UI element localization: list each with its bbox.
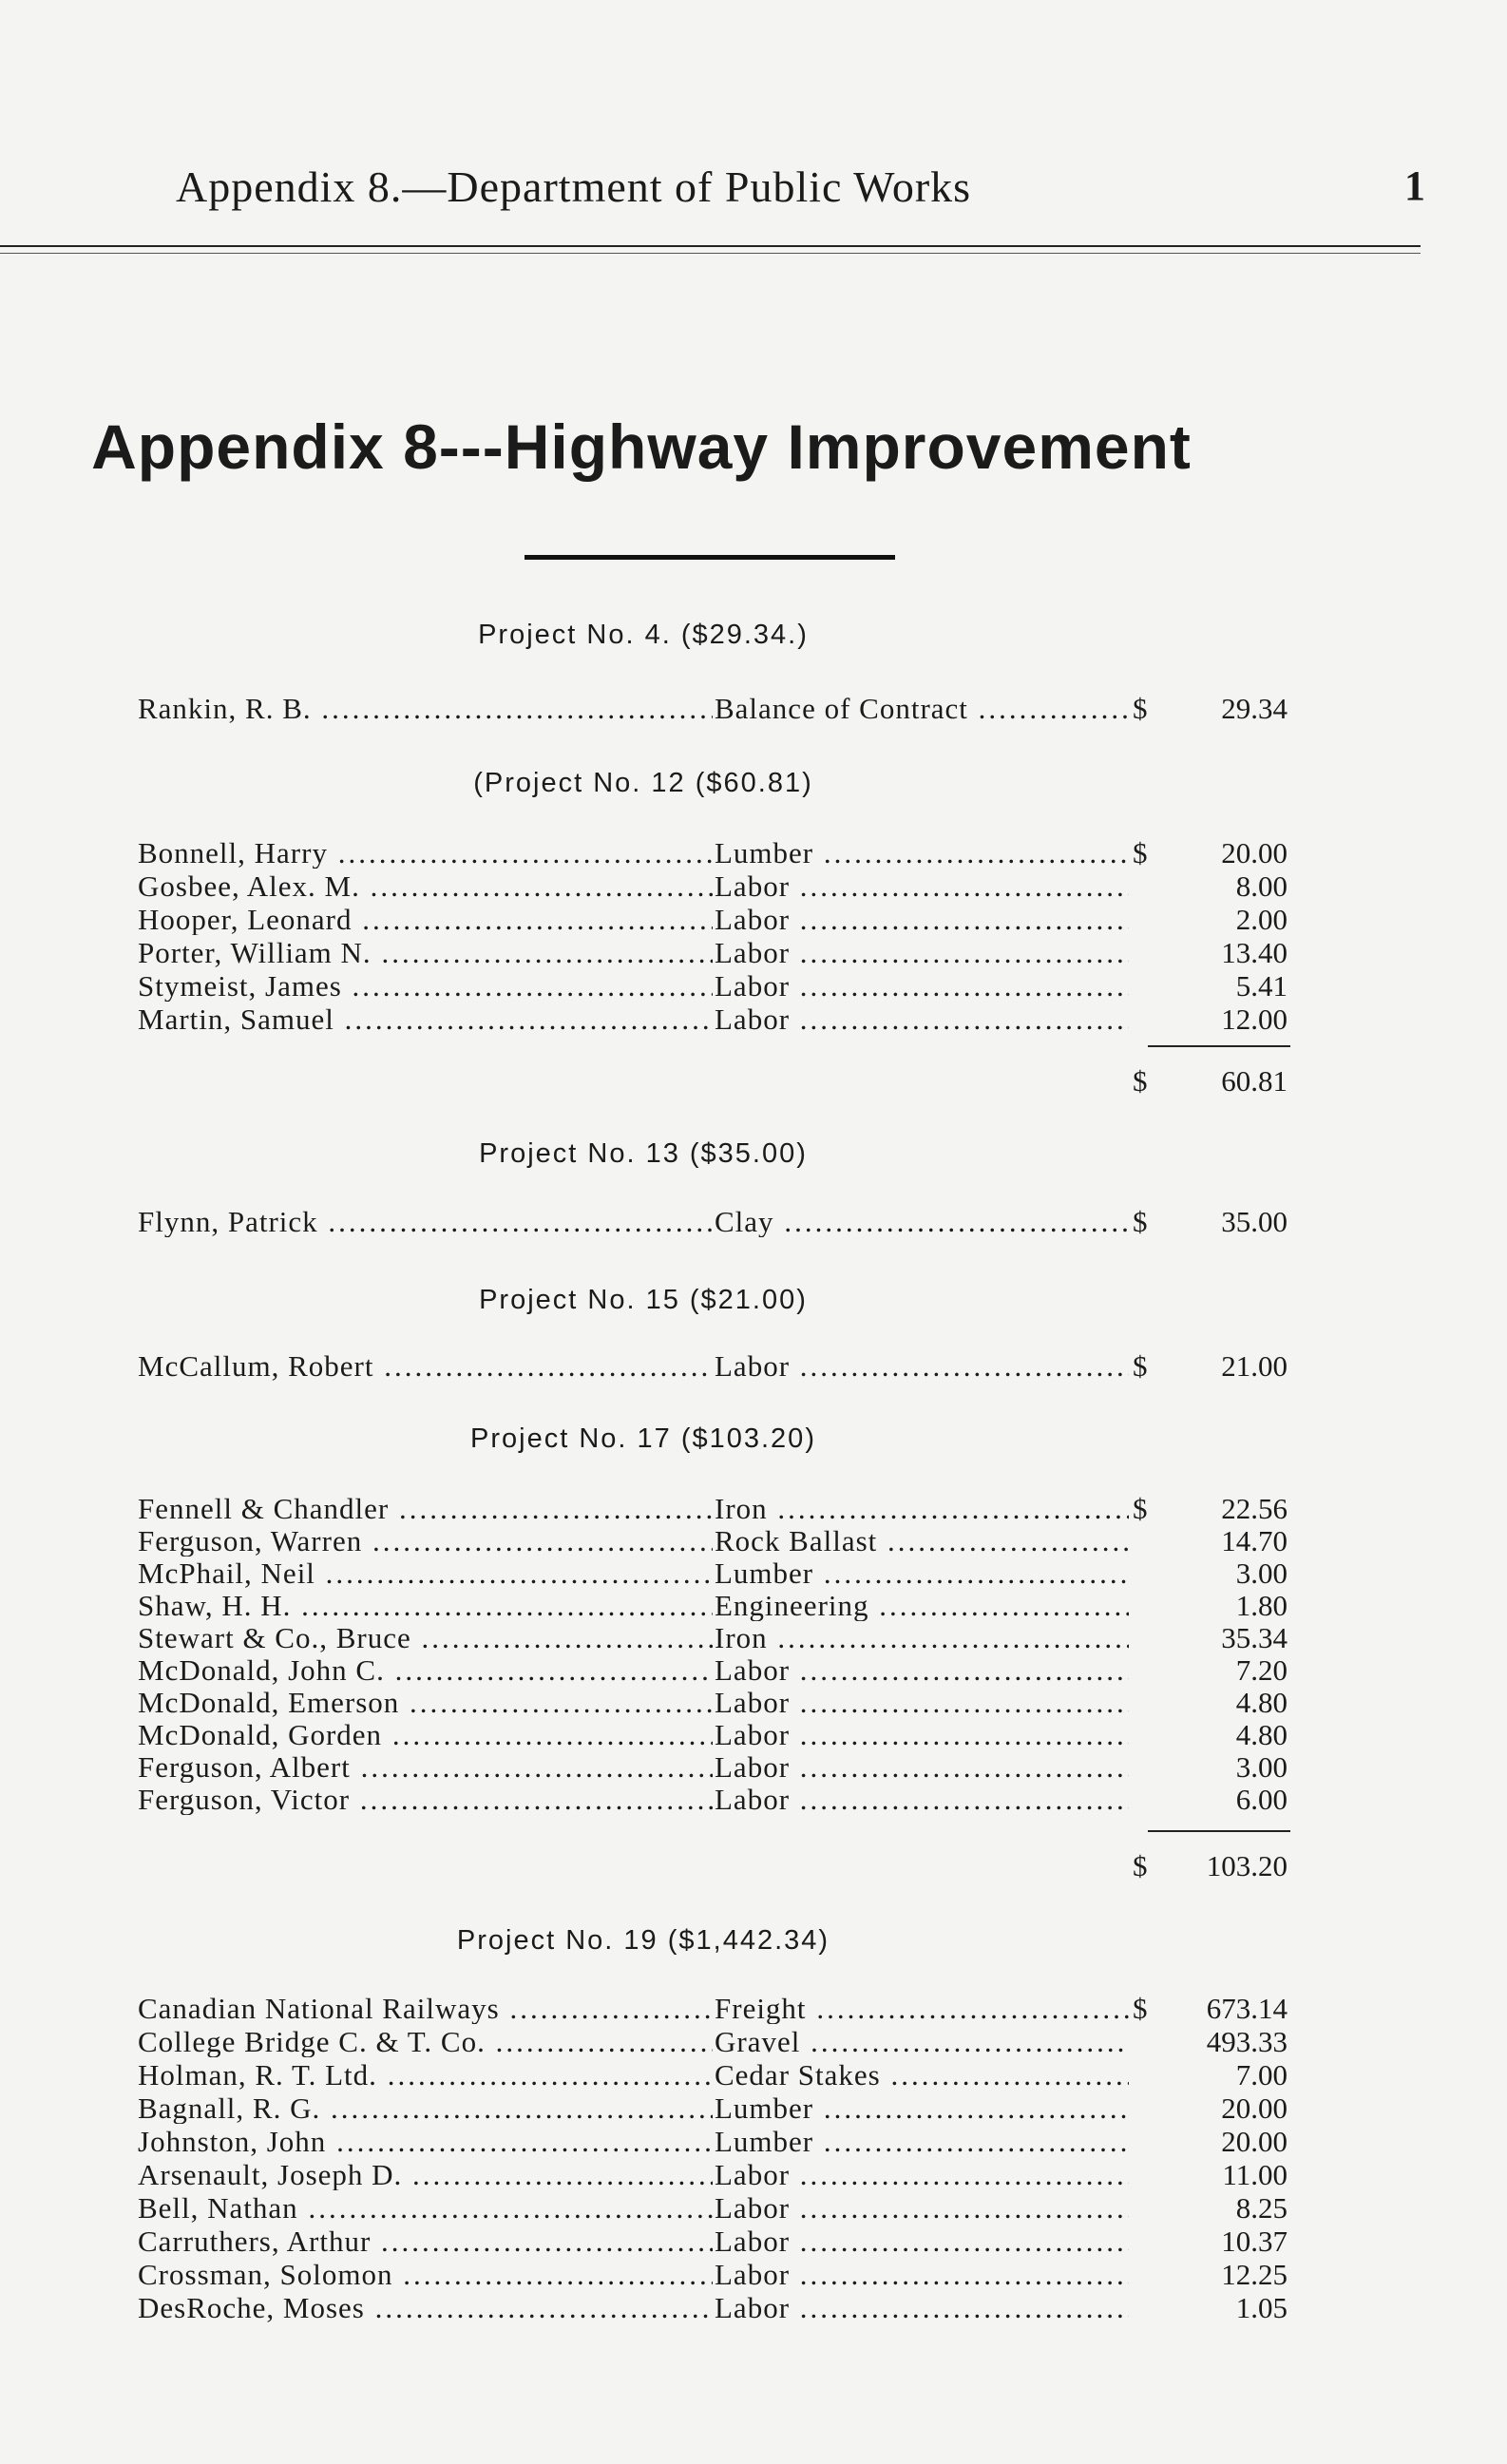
amount: 3.00 <box>1235 1750 1288 1784</box>
payee-name: McCallum, Robert ..... <box>138 1349 713 1382</box>
item-description: Labor ..... <box>715 1653 1129 1686</box>
page-number: 1 <box>1404 162 1425 209</box>
ledger-row <box>0 1783 1507 1815</box>
payee-name: McDonald, Gorden ..... <box>138 1718 713 1750</box>
payee-name: Ferguson, Victor ..... <box>138 1783 713 1815</box>
payee-name: Rankin, R. B. ..... <box>138 692 713 724</box>
item-description: Lumber ..... <box>715 1557 1129 1589</box>
payee-name: Stymeist, James ..... <box>138 969 713 1002</box>
ledger-row <box>0 1686 1507 1718</box>
header-rule-thin <box>0 253 1421 254</box>
amount: 2.00 <box>1235 903 1288 936</box>
header-rule <box>0 245 1421 247</box>
amount: 12.00 <box>1221 1003 1288 1036</box>
project-heading: (Project No. 12 ($60.81) <box>473 768 813 798</box>
running-title: Appendix 8.—Department of Public Works <box>176 162 972 211</box>
ledger-row <box>0 903 1507 935</box>
dollar-sign: $ <box>1133 1849 1148 1882</box>
payee-name: Canadian National Railways ..... <box>138 1992 713 2024</box>
payee-name: Bonnell, Harry ..... <box>138 836 713 869</box>
amount: 1.80 <box>1235 1589 1288 1622</box>
dollar-sign: $ <box>1133 1992 1148 2025</box>
payee-name: Bell, Nathan ..... <box>138 2191 713 2224</box>
project-total <box>0 1064 1507 1097</box>
amount: 20.00 <box>1221 2092 1288 2125</box>
running-header <box>0 162 1507 219</box>
payee-name: DesRoche, Moses ..... <box>138 2291 713 2323</box>
item-description: Engineering ..... <box>715 1589 1129 1621</box>
item-description: Cedar Stakes ..... <box>715 2058 1129 2091</box>
ledger-row <box>0 2258 1507 2290</box>
ledger-row <box>0 1621 1507 1653</box>
ledger-row <box>0 1349 1507 1382</box>
ledger-row <box>0 1492 1507 1524</box>
payee-name: Arsenault, Joseph D. ..... <box>138 2158 713 2190</box>
amount: 11.00 <box>1222 2158 1288 2191</box>
amount: 20.00 <box>1221 836 1288 869</box>
ledger-row <box>0 1750 1507 1783</box>
amount: 4.80 <box>1235 1718 1288 1751</box>
payee-name: Shaw, H. H. ..... <box>138 1589 713 1621</box>
amount: 35.00 <box>1221 1205 1288 1238</box>
amount: 13.40 <box>1221 936 1288 969</box>
ledger-row <box>0 2125 1507 2157</box>
total-rule <box>1148 1830 1290 1832</box>
payee-name: McDonald, John C. ..... <box>138 1653 713 1686</box>
ledger-row <box>0 936 1507 968</box>
dollar-sign: $ <box>1133 1205 1148 1238</box>
item-description: Labor ..... <box>715 2258 1129 2290</box>
amount: 10.37 <box>1221 2225 1288 2258</box>
project-heading: Project No. 4. ($29.34.) <box>478 620 809 650</box>
item-description: Labor ..... <box>715 969 1129 1002</box>
ledger-row <box>0 692 1507 724</box>
payee-name: Bagnall, R. G. ..... <box>138 2092 713 2124</box>
ledger-row <box>0 2191 1507 2224</box>
amount: 673.14 <box>1206 1992 1288 2025</box>
ledger-row <box>0 2092 1507 2124</box>
item-description: Labor ..... <box>715 1686 1129 1718</box>
payee-name: Holman, R. T. Ltd. ..... <box>138 2058 713 2091</box>
amount: 8.25 <box>1235 2191 1288 2225</box>
item-description: Labor ..... <box>715 2158 1129 2190</box>
payee-name: Johnston, John ..... <box>138 2125 713 2157</box>
dollar-sign: $ <box>1133 1492 1148 1525</box>
payee-name: Hooper, Leonard ..... <box>138 903 713 935</box>
amount: 20.00 <box>1221 2125 1288 2158</box>
item-description: Gravel ..... <box>715 2025 1129 2057</box>
item-description: Labor ..... <box>715 1718 1129 1750</box>
item-description: Clay ..... <box>715 1205 1129 1237</box>
amount: 35.34 <box>1221 1621 1288 1654</box>
amount: 14.70 <box>1221 1524 1288 1557</box>
amount: 8.00 <box>1235 869 1288 903</box>
dollar-sign: $ <box>1133 692 1148 725</box>
total-amount: 60.81 <box>1221 1064 1288 1098</box>
item-description: Labor ..... <box>715 1750 1129 1783</box>
ledger-row <box>0 2225 1507 2257</box>
ledger-row <box>0 2025 1507 2057</box>
payee-name: Ferguson, Warren ..... <box>138 1524 713 1557</box>
ledger-row <box>0 2058 1507 2091</box>
amount: 493.33 <box>1206 2025 1288 2058</box>
payee-name: Carruthers, Arthur ..... <box>138 2225 713 2257</box>
item-description: Labor ..... <box>715 1003 1129 1035</box>
amount: 3.00 <box>1235 1557 1288 1590</box>
amount: 22.56 <box>1221 1492 1288 1525</box>
amount: 7.20 <box>1235 1653 1288 1687</box>
item-description: Labor ..... <box>715 2225 1129 2257</box>
ledger-row <box>0 2291 1507 2323</box>
ledger-row <box>0 1557 1507 1589</box>
project-heading: Project No. 13 ($35.00) <box>479 1138 808 1169</box>
ledger-row <box>0 2158 1507 2190</box>
ledger-row <box>0 1524 1507 1557</box>
ledger-row <box>0 1992 1507 2024</box>
payee-name: McPhail, Neil ..... <box>138 1557 713 1589</box>
item-description: Labor ..... <box>715 2291 1129 2323</box>
payee-name: Ferguson, Albert ..... <box>138 1750 713 1783</box>
page-title: Appendix 8---Highway Improvement <box>91 411 1192 482</box>
ledger-row <box>0 1653 1507 1686</box>
payee-name: Crossman, Solomon ..... <box>138 2258 713 2290</box>
ledger-row <box>0 1718 1507 1750</box>
item-description: Labor ..... <box>715 869 1129 902</box>
project-heading: Project No. 19 ($1,442.34) <box>456 1925 830 1956</box>
ledger-row <box>0 869 1507 902</box>
dollar-sign: $ <box>1133 836 1148 869</box>
item-description: Rock Ballast ..... <box>715 1524 1129 1557</box>
item-description: Lumber ..... <box>715 2092 1129 2124</box>
amount: 6.00 <box>1235 1783 1288 1816</box>
amount: 12.25 <box>1221 2258 1288 2291</box>
ledger-row <box>0 969 1507 1002</box>
amount: 1.05 <box>1235 2291 1288 2324</box>
item-description: Freight ..... <box>715 1992 1129 2024</box>
item-description: Balance of Contract ..... <box>715 692 1129 724</box>
dollar-sign: $ <box>1133 1349 1148 1383</box>
amount: 4.80 <box>1235 1686 1288 1719</box>
item-description: Labor ..... <box>715 2191 1129 2224</box>
payee-name: Martin, Samuel ..... <box>138 1003 713 1035</box>
payee-name: Fennell & Chandler ..... <box>138 1492 713 1524</box>
payee-name: College Bridge C. & T. Co. ..... <box>138 2025 713 2057</box>
item-description: Lumber ..... <box>715 2125 1129 2157</box>
amount: 7.00 <box>1235 2058 1288 2092</box>
ledger-row <box>0 836 1507 869</box>
item-description: Lumber ..... <box>715 836 1129 869</box>
project-heading: Project No. 15 ($21.00) <box>479 1285 808 1315</box>
ledger-row <box>0 1205 1507 1237</box>
item-description: Iron ..... <box>715 1492 1129 1524</box>
item-description: Labor ..... <box>715 1783 1129 1815</box>
ledger-row <box>0 1003 1507 1035</box>
ledger-row <box>0 1589 1507 1621</box>
item-description: Iron ..... <box>715 1621 1129 1653</box>
item-description: Labor ..... <box>715 903 1129 935</box>
payee-name: Flynn, Patrick ..... <box>138 1205 713 1237</box>
item-description: Labor ..... <box>715 1349 1129 1382</box>
amount: 29.34 <box>1221 692 1288 725</box>
project-heading: Project No. 17 ($103.20) <box>470 1423 816 1454</box>
title-underline <box>525 555 895 560</box>
payee-name: Gosbee, Alex. M. ..... <box>138 869 713 902</box>
payee-name: Stewart & Co., Bruce ..... <box>138 1621 713 1653</box>
total-amount: 103.20 <box>1206 1849 1288 1882</box>
amount: 21.00 <box>1221 1349 1288 1383</box>
item-description: Labor ..... <box>715 936 1129 968</box>
payee-name: Porter, William N. ..... <box>138 936 713 968</box>
amount: 5.41 <box>1235 969 1288 1003</box>
project-total <box>0 1849 1507 1881</box>
total-rule <box>1148 1045 1290 1047</box>
payee-name: McDonald, Emerson ..... <box>138 1686 713 1718</box>
dollar-sign: $ <box>1133 1064 1148 1098</box>
